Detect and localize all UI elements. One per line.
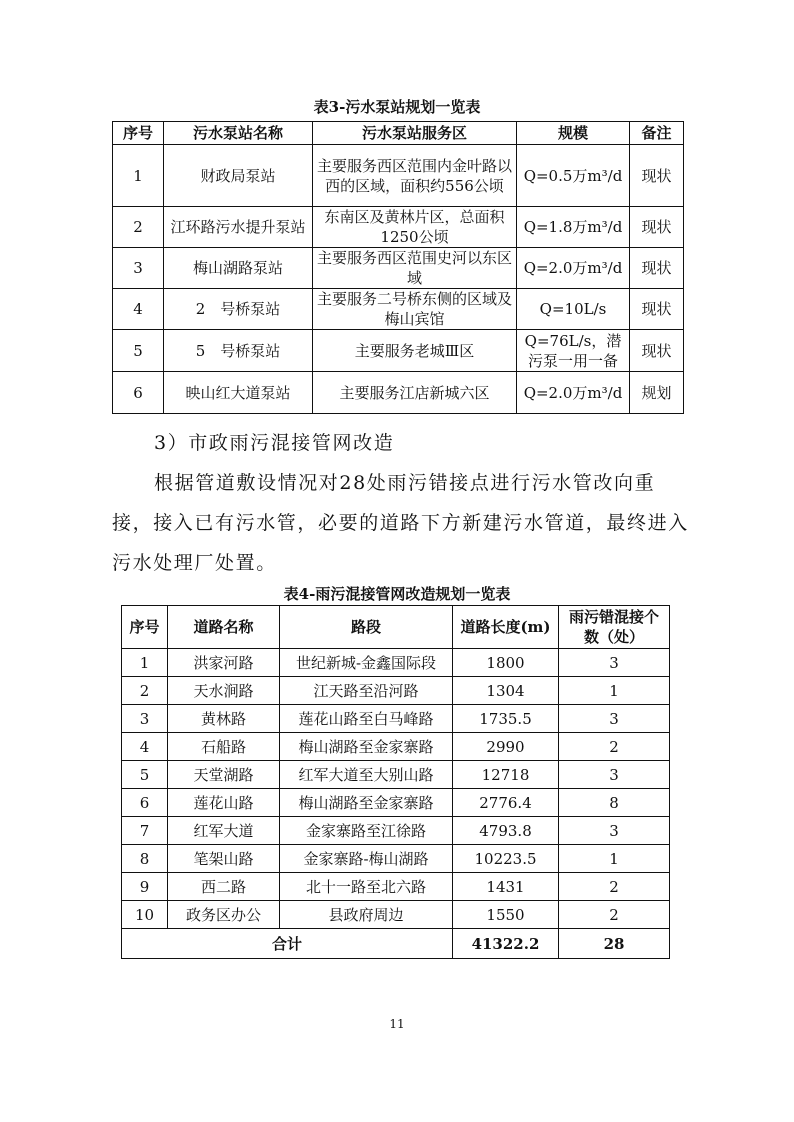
table-row [122, 873, 670, 901]
body-paragraph-line: 污水处理厂处置。 [112, 552, 277, 574]
table-cell: 红军大道至大别山路 [280, 761, 453, 789]
table-cell: 2 [559, 873, 670, 901]
table-cell: 1304 [453, 677, 559, 705]
table-row [122, 817, 670, 845]
table4-header-row [122, 606, 670, 649]
table-row [113, 289, 684, 330]
table3-caption: 表3-污水泵站规划一览表 [313, 98, 481, 116]
table4 [121, 605, 670, 959]
table-cell: 江天路至沿河路 [280, 677, 453, 705]
table-cell: 主要服务西区范围史河以东区域 [313, 248, 517, 289]
table-cell: 现状 [630, 145, 684, 207]
table-cell: 3 [559, 817, 670, 845]
table-cell: 2776.4 [453, 789, 559, 817]
table-cell: 3 [122, 705, 168, 733]
table-row [122, 901, 670, 929]
table-cell: 黄林路 [168, 705, 280, 733]
table-cell: 主要服务江店新城六区 [313, 372, 517, 414]
table4-caption: 表4-雨污混接管网改造规划一览表 [283, 585, 511, 603]
table-cell: 6 [122, 789, 168, 817]
table4-header-cell: 序号 [122, 606, 168, 649]
table-cell: 4793.8 [453, 817, 559, 845]
table-cell: 莲花山路 [168, 789, 280, 817]
table-cell: 笔架山路 [168, 845, 280, 873]
table-row [113, 145, 684, 207]
table-cell: 天水涧路 [168, 677, 280, 705]
table-cell: 洪家河路 [168, 649, 280, 677]
table-cell: 主要服务二号桥东侧的区域及梅山宾馆 [313, 289, 517, 330]
table-cell: 1550 [453, 901, 559, 929]
table-cell: 江环路污水提升泵站 [164, 207, 313, 248]
table-cell: 1735.5 [453, 705, 559, 733]
table-cell: 现状 [630, 289, 684, 330]
table-row [113, 330, 684, 372]
table-cell: 金家寨路-梅山湖路 [280, 845, 453, 873]
table-cell: 5 号桥泵站 [164, 330, 313, 372]
table-cell: 12718 [453, 761, 559, 789]
table-row [113, 248, 684, 289]
table-cell: Q=76L/s，潜污泵一用一备 [517, 330, 630, 372]
page-number: 11 [389, 1017, 405, 1031]
table3-header-cell: 序号 [113, 122, 164, 145]
table-cell: 梅山湖路至金家寨路 [280, 789, 453, 817]
table-cell: 北十一路至北六路 [280, 873, 453, 901]
table-cell: 财政局泵站 [164, 145, 313, 207]
table-cell: 2 [559, 901, 670, 929]
table-cell: 1 [122, 649, 168, 677]
table-cell: Q=1.8万m³/d [517, 207, 630, 248]
table4-header-cell: 道路名称 [168, 606, 280, 649]
total-length: 41322.2 [453, 929, 559, 959]
table-cell: 3 [559, 705, 670, 733]
table-row [113, 207, 684, 248]
table-cell: 1431 [453, 873, 559, 901]
table-cell: 现状 [630, 207, 684, 248]
table-cell: 东南区及黄林片区，总面积1250公顷 [313, 207, 517, 248]
body-paragraph-line: 根据管道敷设情况对28处雨污错接点进行污水管改向重 [154, 472, 656, 494]
table-cell: 8 [122, 845, 168, 873]
table-cell: 2990 [453, 733, 559, 761]
table-row [122, 733, 670, 761]
table-cell: 现状 [630, 330, 684, 372]
table-cell: 4 [113, 289, 164, 330]
table-row [122, 649, 670, 677]
table-cell: 红军大道 [168, 817, 280, 845]
table-cell: Q=0.5万m³/d [517, 145, 630, 207]
table-cell: 5 [113, 330, 164, 372]
table-cell: 2 [559, 733, 670, 761]
table4-header-cell: 雨污错混接个数（处） [559, 606, 670, 649]
table3-header-cell: 污水泵站名称 [164, 122, 313, 145]
table3-header-row [113, 122, 684, 145]
table3-header-cell: 污水泵站服务区 [313, 122, 517, 145]
total-count: 28 [559, 929, 670, 959]
table3-header-cell: 规模 [517, 122, 630, 145]
table-row [122, 789, 670, 817]
table-cell: 金家寨路至江徐路 [280, 817, 453, 845]
table-cell: 主要服务西区范围内金叶路以西的区域，面积约556公顷 [313, 145, 517, 207]
table-cell: 7 [122, 817, 168, 845]
table-cell: 3 [559, 761, 670, 789]
table4-header-cell: 路段 [280, 606, 453, 649]
total-label: 合计 [122, 929, 453, 959]
table-cell: 5 [122, 761, 168, 789]
table-cell: 3 [559, 649, 670, 677]
table-cell: Q=10L/s [517, 289, 630, 330]
table-cell: 天堂湖路 [168, 761, 280, 789]
table-cell: 映山红大道泵站 [164, 372, 313, 414]
table-cell: 6 [113, 372, 164, 414]
body-paragraph-line: 接，接入已有污水管，必要的道路下方新建污水管道，最终进入 [112, 512, 689, 534]
table-cell: 2 [122, 677, 168, 705]
table-cell: 政务区办公 [168, 901, 280, 929]
table-cell: 县政府周边 [280, 901, 453, 929]
table-cell: Q=2.0万m³/d [517, 248, 630, 289]
table-row [113, 372, 684, 414]
table-cell: 1 [113, 145, 164, 207]
table-total-row [122, 929, 670, 959]
table-row [122, 761, 670, 789]
table-cell: 4 [122, 733, 168, 761]
table-cell: 1800 [453, 649, 559, 677]
section-heading: 3）市政雨污混接管网改造 [154, 432, 395, 454]
table-cell: 西二路 [168, 873, 280, 901]
table-cell: 9 [122, 873, 168, 901]
table3-header-cell: 备注 [630, 122, 684, 145]
table-row [122, 845, 670, 873]
table-cell: 梅山湖路至金家寨路 [280, 733, 453, 761]
table-cell: 莲花山路至白马峰路 [280, 705, 453, 733]
table-cell: 现状 [630, 248, 684, 289]
table-cell: 10223.5 [453, 845, 559, 873]
table4-header-cell: 道路长度(m) [453, 606, 559, 649]
table-cell: 1 [559, 677, 670, 705]
table-cell: 规划 [630, 372, 684, 414]
table-cell: 2 [113, 207, 164, 248]
table-cell: 2 号桥泵站 [164, 289, 313, 330]
table-cell: 世纪新城-金鑫国际段 [280, 649, 453, 677]
table-row [122, 705, 670, 733]
table-cell: 1 [559, 845, 670, 873]
table-cell: 8 [559, 789, 670, 817]
table-cell: 梅山湖路泵站 [164, 248, 313, 289]
table-cell: 10 [122, 901, 168, 929]
table-cell: 石船路 [168, 733, 280, 761]
table-row [122, 677, 670, 705]
table-cell: 主要服务老城Ⅲ区 [313, 330, 517, 372]
table-cell: Q=2.0万m³/d [517, 372, 630, 414]
table3 [112, 121, 684, 414]
table-cell: 3 [113, 248, 164, 289]
